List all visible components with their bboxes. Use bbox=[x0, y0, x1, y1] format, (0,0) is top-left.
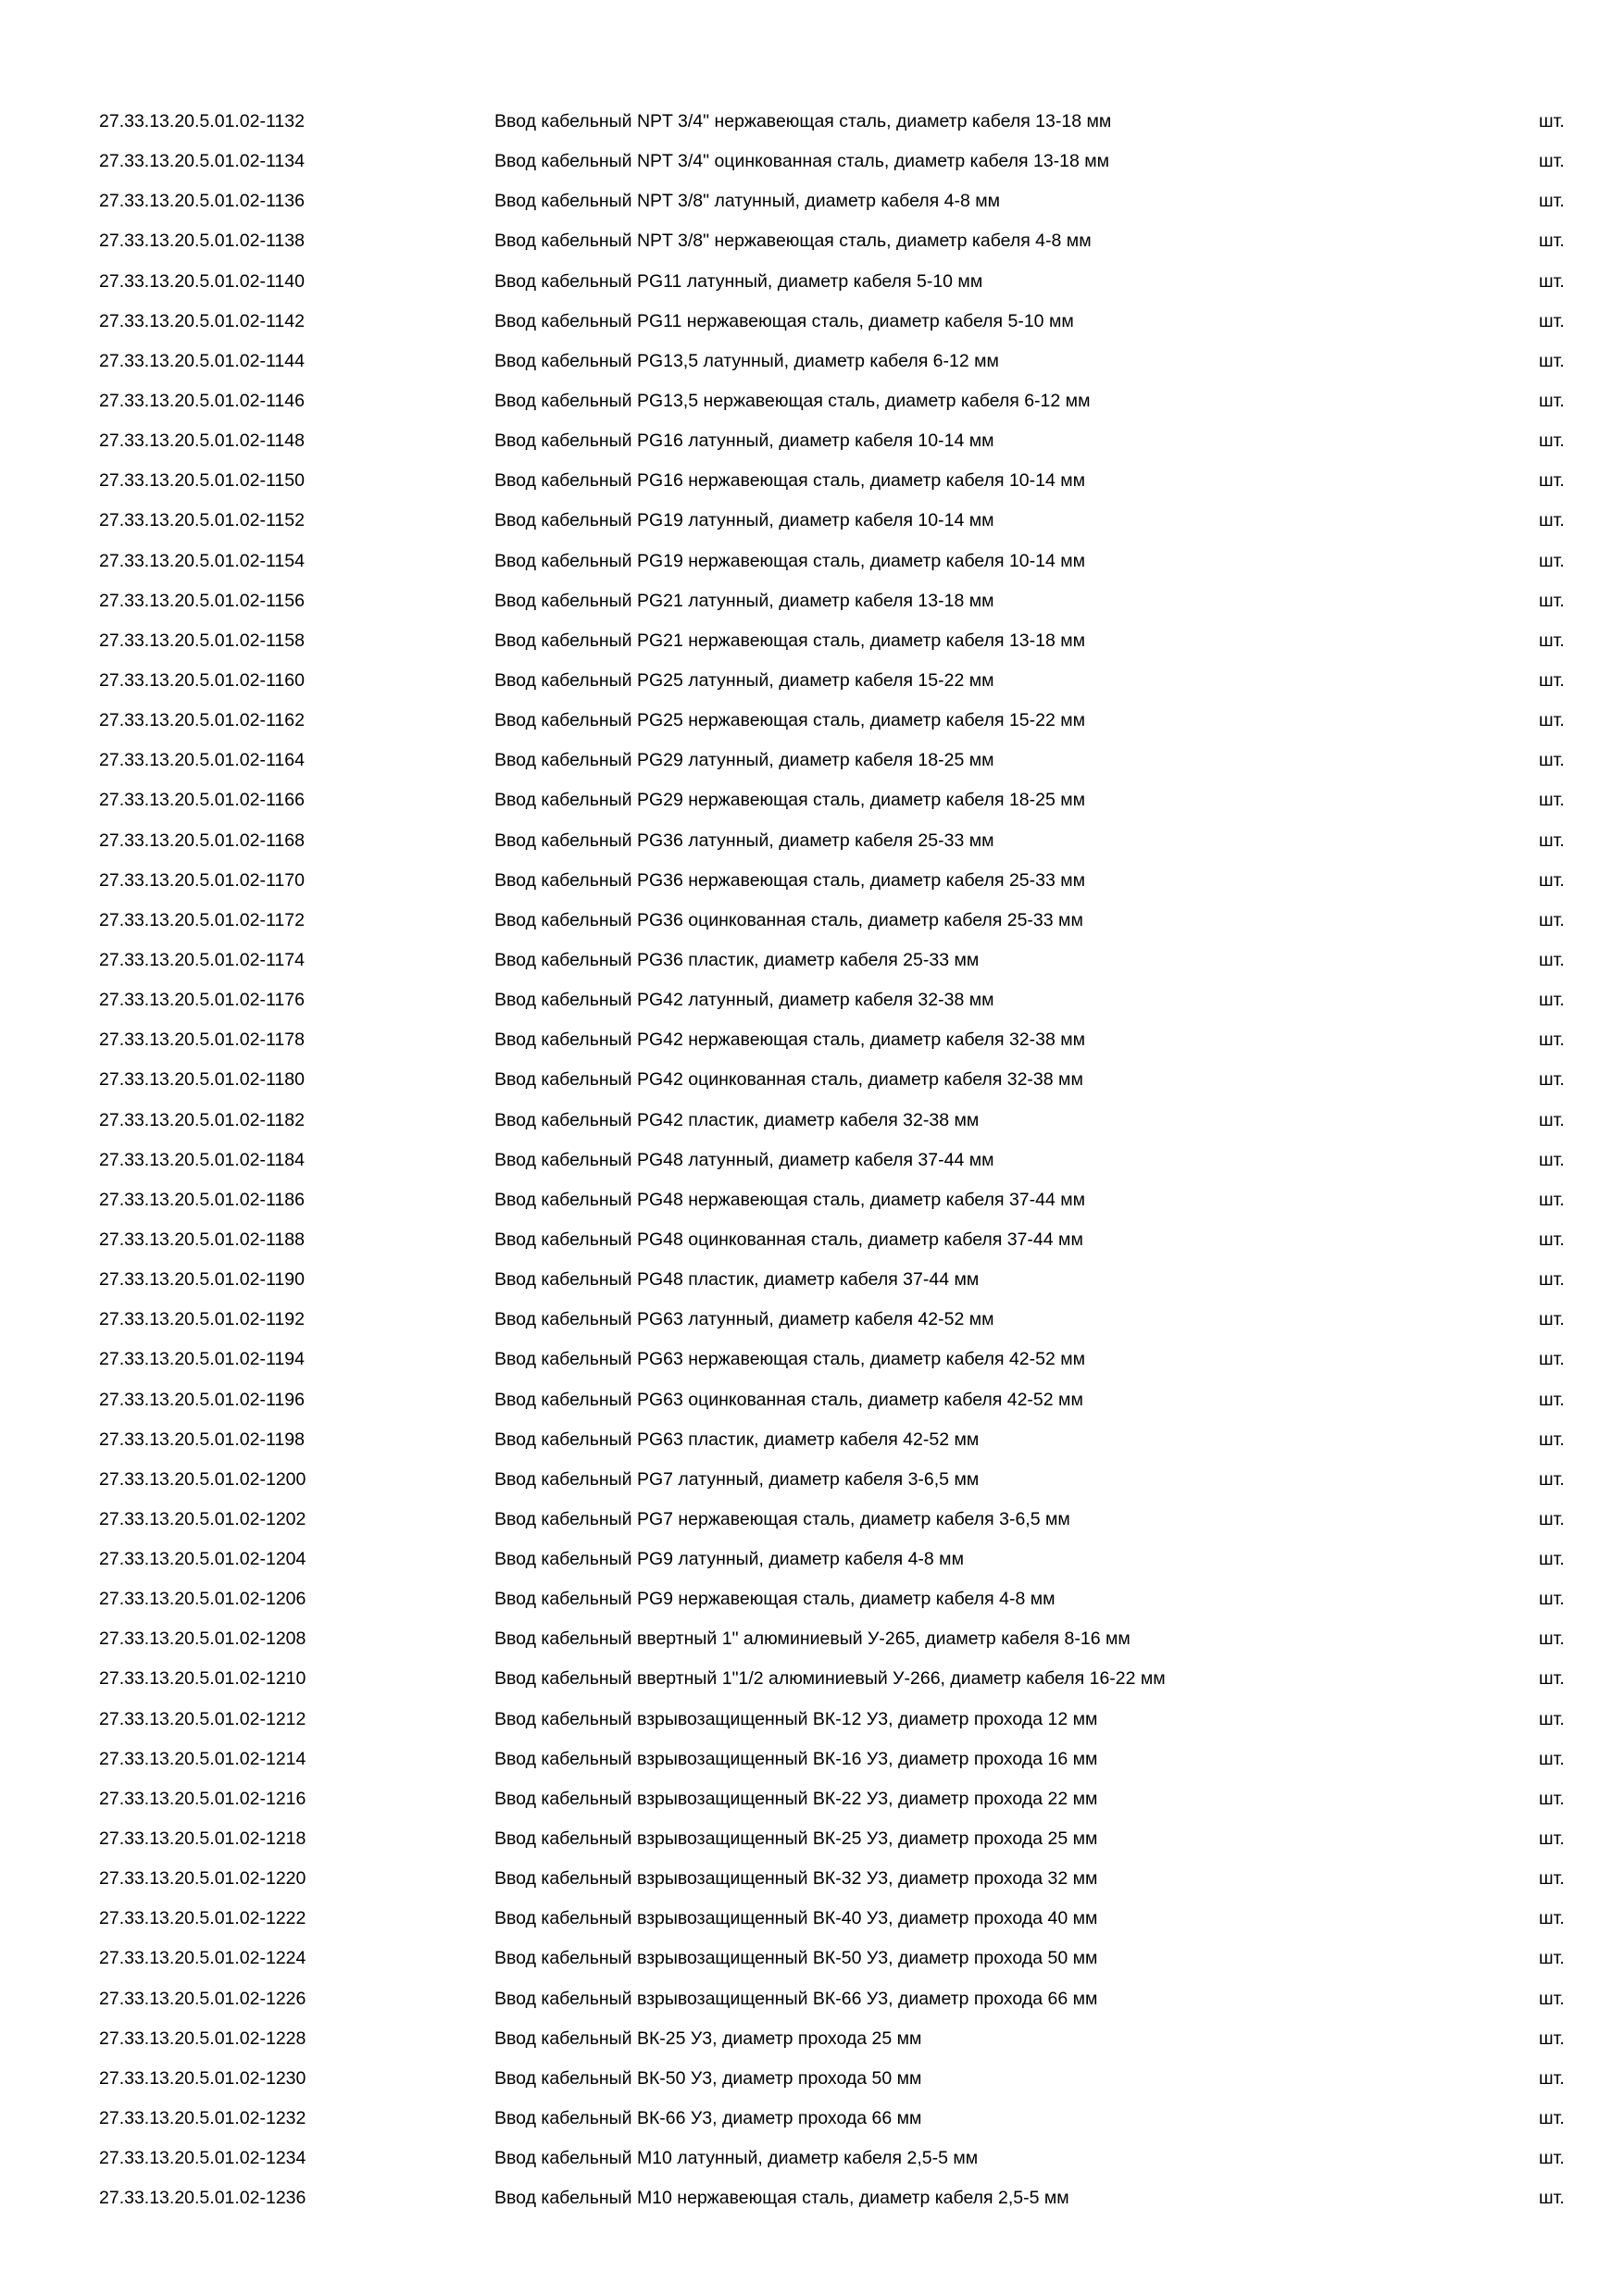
table-row bbox=[0, 230, 1624, 269]
resource-name: Ввод кабельный PG16 латунный, диаметр кабеля 10-14 мм bbox=[494, 430, 994, 452]
table-row bbox=[0, 869, 1624, 909]
resource-code: 27.33.13.20.5.01.02-1226 bbox=[99, 1988, 306, 2009]
table-row bbox=[0, 1548, 1624, 1588]
resource-code: 27.33.13.20.5.01.02-1156 bbox=[99, 590, 305, 611]
unit-of-measure: шт. bbox=[1539, 1948, 1565, 1969]
resource-name: Ввод кабельный PG19 латунный, диаметр кабеля 10-14 мм bbox=[494, 510, 994, 531]
resource-code: 27.33.13.20.5.01.02-1152 bbox=[99, 510, 305, 531]
resource-code: 27.33.13.20.5.01.02-1162 bbox=[99, 710, 305, 731]
resource-code: 27.33.13.20.5.01.02-1214 bbox=[99, 1748, 306, 1769]
table-row bbox=[0, 789, 1624, 829]
unit-of-measure: шт. bbox=[1539, 909, 1565, 930]
unit-of-measure: шт. bbox=[1539, 710, 1565, 731]
table-row bbox=[0, 1429, 1624, 1468]
table-row bbox=[0, 2107, 1624, 2147]
price-list-table bbox=[0, 110, 1624, 2227]
resource-name: Ввод кабельный PG21 латунный, диаметр кабеля 13-18 мм bbox=[494, 590, 994, 611]
table-row bbox=[0, 1389, 1624, 1429]
table-row bbox=[0, 110, 1624, 150]
resource-code: 27.33.13.20.5.01.02-1204 bbox=[99, 1549, 306, 1570]
unit-of-measure: шт. bbox=[1539, 310, 1565, 331]
resource-code: 27.33.13.20.5.01.02-1192 bbox=[99, 1309, 305, 1330]
unit-of-measure: шт. bbox=[1539, 1149, 1565, 1170]
unit-of-measure: шт. bbox=[1539, 510, 1565, 531]
resource-name: Ввод кабельный PG42 оцинкованная сталь, диаметр кабеля 32-38 мм bbox=[494, 1069, 1083, 1091]
table-row bbox=[0, 1907, 1624, 1947]
unit-of-measure: шт. bbox=[1539, 1828, 1565, 1850]
resource-name: Ввод кабельный PG13,5 нержавеющая сталь, диаметр кабеля 6-12 мм bbox=[494, 390, 1091, 411]
resource-code: 27.33.13.20.5.01.02-1168 bbox=[99, 830, 305, 851]
unit-of-measure: шт. bbox=[1539, 1788, 1565, 1809]
table-row bbox=[0, 550, 1624, 590]
resource-code: 27.33.13.20.5.01.02-1170 bbox=[99, 869, 305, 891]
table-row bbox=[0, 590, 1624, 630]
table-row bbox=[0, 1149, 1624, 1189]
resource-name: Ввод кабельный взрывозащищенный ВК-66 У3, диаметр прохода 66 мм bbox=[494, 1988, 1098, 2009]
resource-code: 27.33.13.20.5.01.02-1182 bbox=[99, 1109, 305, 1130]
unit-of-measure: шт. bbox=[1539, 590, 1565, 611]
resource-name: Ввод кабельный PG48 нержавеющая сталь, диаметр кабеля 37-44 мм bbox=[494, 1189, 1086, 1210]
resource-code: 27.33.13.20.5.01.02-1136 bbox=[99, 191, 305, 212]
resource-code: 27.33.13.20.5.01.02-1150 bbox=[99, 470, 305, 492]
table-row bbox=[0, 1189, 1624, 1229]
resource-code: 27.33.13.20.5.01.02-1172 bbox=[99, 909, 305, 930]
table-row bbox=[0, 949, 1624, 989]
unit-of-measure: шт. bbox=[1539, 1748, 1565, 1769]
resource-name: Ввод кабельный PG63 пластик, диаметр кабеля 42-52 мм bbox=[494, 1429, 980, 1450]
resource-name: Ввод кабельный NPT 3/8" нержавеющая сталь, диаметр кабеля 4-8 мм bbox=[494, 231, 1092, 252]
unit-of-measure: шт. bbox=[1539, 1868, 1565, 1890]
resource-name: Ввод кабельный PG42 нержавеющая сталь, диаметр кабеля 32-38 мм bbox=[494, 1029, 1086, 1051]
unit-of-measure: шт. bbox=[1539, 191, 1565, 212]
table-row bbox=[0, 669, 1624, 709]
table-row bbox=[0, 830, 1624, 869]
resource-name: Ввод кабельный взрывозащищенный ВК-40 У3, диаметр прохода 40 мм bbox=[494, 1908, 1098, 1929]
table-row bbox=[0, 2187, 1624, 2227]
unit-of-measure: шт. bbox=[1539, 630, 1565, 651]
resource-name: Ввод кабельный М10 нержавеющая сталь, диаметр кабеля 2,5-5 мм bbox=[494, 2188, 1069, 2209]
resource-name: Ввод кабельный PG9 латунный, диаметр кабеля 4-8 мм bbox=[494, 1549, 964, 1570]
unit-of-measure: шт. bbox=[1539, 390, 1565, 411]
unit-of-measure: шт. bbox=[1539, 1109, 1565, 1130]
resource-name: Ввод кабельный PG48 латунный, диаметр кабеля 37-44 мм bbox=[494, 1149, 994, 1170]
table-row bbox=[0, 1508, 1624, 1548]
resource-code: 27.33.13.20.5.01.02-1144 bbox=[99, 350, 305, 371]
resource-code: 27.33.13.20.5.01.02-1176 bbox=[99, 990, 305, 1011]
table-row bbox=[0, 509, 1624, 549]
resource-code: 27.33.13.20.5.01.02-1190 bbox=[99, 1269, 305, 1291]
table-row bbox=[0, 190, 1624, 230]
resource-name: Ввод кабельный PG11 нержавеющая сталь, диаметр кабеля 5-10 мм bbox=[494, 310, 1074, 331]
resource-code: 27.33.13.20.5.01.02-1134 bbox=[99, 151, 305, 172]
resource-name: Ввод кабельный ВК-25 У3, диаметр прохода 25 мм bbox=[494, 2028, 922, 2049]
resource-code: 27.33.13.20.5.01.02-1146 bbox=[99, 390, 305, 411]
resource-code: 27.33.13.20.5.01.02-1210 bbox=[99, 1668, 306, 1690]
resource-name: Ввод кабельный PG36 оцинкованная сталь, диаметр кабеля 25-33 мм bbox=[494, 909, 1083, 930]
unit-of-measure: шт. bbox=[1539, 990, 1565, 1011]
resource-code: 27.33.13.20.5.01.02-1166 bbox=[99, 790, 305, 811]
unit-of-measure: шт. bbox=[1539, 1988, 1565, 2009]
resource-code: 27.33.13.20.5.01.02-1178 bbox=[99, 1029, 305, 1051]
unit-of-measure: шт. bbox=[1539, 1589, 1565, 1610]
resource-code: 27.33.13.20.5.01.02-1208 bbox=[99, 1628, 306, 1650]
resource-name: Ввод кабельный PG25 латунный, диаметр кабеля 15-22 мм bbox=[494, 669, 994, 691]
unit-of-measure: шт. bbox=[1539, 790, 1565, 811]
table-row bbox=[0, 1628, 1624, 1667]
unit-of-measure: шт. bbox=[1539, 1309, 1565, 1330]
resource-code: 27.33.13.20.5.01.02-1188 bbox=[99, 1229, 305, 1250]
resource-name: Ввод кабельный PG29 латунный, диаметр кабеля 18-25 мм bbox=[494, 750, 994, 771]
unit-of-measure: шт. bbox=[1539, 1429, 1565, 1450]
unit-of-measure: шт. bbox=[1539, 1029, 1565, 1051]
table-row bbox=[0, 469, 1624, 509]
table-row bbox=[0, 1308, 1624, 1348]
table-row bbox=[0, 709, 1624, 749]
resource-name: Ввод кабельный взрывозащищенный ВК-16 У3, диаметр прохода 16 мм bbox=[494, 1748, 1098, 1769]
unit-of-measure: шт. bbox=[1539, 669, 1565, 691]
table-row bbox=[0, 2067, 1624, 2107]
table-row bbox=[0, 2147, 1624, 2187]
resource-code: 27.33.13.20.5.01.02-1206 bbox=[99, 1589, 306, 1610]
resource-code: 27.33.13.20.5.01.02-1202 bbox=[99, 1508, 306, 1529]
resource-code: 27.33.13.20.5.01.02-1200 bbox=[99, 1468, 306, 1490]
unit-of-measure: шт. bbox=[1539, 270, 1565, 292]
resource-code: 27.33.13.20.5.01.02-1184 bbox=[99, 1149, 305, 1170]
unit-of-measure: шт. bbox=[1539, 1189, 1565, 1210]
resource-code: 27.33.13.20.5.01.02-1140 bbox=[99, 270, 305, 292]
table-row bbox=[0, 1348, 1624, 1388]
unit-of-measure: шт. bbox=[1539, 350, 1565, 371]
table-row bbox=[0, 989, 1624, 1029]
resource-name: Ввод кабельный PG11 латунный, диаметр кабеля 5-10 мм bbox=[494, 270, 983, 292]
table-row bbox=[0, 630, 1624, 669]
resource-name: Ввод кабельный PG36 нержавеющая сталь, диаметр кабеля 25-33 мм bbox=[494, 869, 1086, 891]
resource-name: Ввод кабельный PG16 нержавеющая сталь, диаметр кабеля 10-14 мм bbox=[494, 470, 1086, 492]
unit-of-measure: шт. bbox=[1539, 2188, 1565, 2209]
table-row bbox=[0, 1029, 1624, 1068]
resource-code: 27.33.13.20.5.01.02-1228 bbox=[99, 2028, 306, 2049]
table-row bbox=[0, 1109, 1624, 1149]
resource-name: Ввод кабельный PG25 нержавеющая сталь, диаметр кабеля 15-22 мм bbox=[494, 710, 1086, 731]
resource-code: 27.33.13.20.5.01.02-1174 bbox=[99, 949, 305, 970]
table-row bbox=[0, 1468, 1624, 1508]
resource-code: 27.33.13.20.5.01.02-1196 bbox=[99, 1389, 305, 1410]
unit-of-measure: шт. bbox=[1539, 470, 1565, 492]
table-row bbox=[0, 430, 1624, 469]
resource-code: 27.33.13.20.5.01.02-1180 bbox=[99, 1069, 305, 1091]
resource-code: 27.33.13.20.5.01.02-1222 bbox=[99, 1908, 306, 1929]
resource-name: Ввод кабельный PG13,5 латунный, диаметр кабеля 6-12 мм bbox=[494, 350, 999, 371]
resource-name: Ввод кабельный взрывозащищенный ВК-25 У3, диаметр прохода 25 мм bbox=[494, 1828, 1098, 1850]
resource-code: 27.33.13.20.5.01.02-1142 bbox=[99, 310, 305, 331]
resource-name: Ввод кабельный PG48 оцинкованная сталь, диаметр кабеля 37-44 мм bbox=[494, 1229, 1083, 1250]
table-row bbox=[0, 1068, 1624, 1108]
resource-name: Ввод кабельный PG36 латунный, диаметр кабеля 25-33 мм bbox=[494, 830, 994, 851]
table-row bbox=[0, 270, 1624, 310]
unit-of-measure: шт. bbox=[1539, 550, 1565, 571]
table-row bbox=[0, 390, 1624, 430]
resource-name: Ввод кабельный PG63 оцинкованная сталь, диаметр кабеля 42-52 мм bbox=[494, 1389, 1083, 1410]
table-row bbox=[0, 1828, 1624, 1867]
resource-name: Ввод кабельный PG63 нержавеющая сталь, диаметр кабеля 42-52 мм bbox=[494, 1349, 1086, 1370]
resource-code: 27.33.13.20.5.01.02-1220 bbox=[99, 1868, 306, 1890]
resource-code: 27.33.13.20.5.01.02-1132 bbox=[99, 111, 305, 131]
resource-code: 27.33.13.20.5.01.02-1154 bbox=[99, 550, 305, 571]
unit-of-measure: шт. bbox=[1539, 1668, 1565, 1690]
resource-code: 27.33.13.20.5.01.02-1212 bbox=[99, 1708, 306, 1729]
unit-of-measure: шт. bbox=[1539, 949, 1565, 970]
unit-of-measure: шт. bbox=[1539, 1229, 1565, 1250]
resource-name: Ввод кабельный NPT 3/4" оцинкованная сталь, диаметр кабеля 13-18 мм bbox=[494, 151, 1110, 172]
unit-of-measure: шт. bbox=[1539, 1069, 1565, 1091]
table-row bbox=[0, 1667, 1624, 1707]
resource-name: Ввод кабельный PG29 нержавеющая сталь, диаметр кабеля 18-25 мм bbox=[494, 790, 1086, 811]
resource-code: 27.33.13.20.5.01.02-1148 bbox=[99, 430, 305, 452]
unit-of-measure: шт. bbox=[1539, 2028, 1565, 2049]
unit-of-measure: шт. bbox=[1539, 1468, 1565, 1490]
unit-of-measure: шт. bbox=[1539, 1628, 1565, 1650]
resource-name: Ввод кабельный ВК-66 У3, диаметр прохода 66 мм bbox=[494, 2108, 922, 2129]
resource-name: Ввод кабельный М10 латунный, диаметр кабеля 2,5-5 мм bbox=[494, 2148, 979, 2169]
table-row bbox=[0, 1988, 1624, 2028]
unit-of-measure: шт. bbox=[1539, 830, 1565, 851]
unit-of-measure: шт. bbox=[1539, 231, 1565, 252]
table-row bbox=[0, 1947, 1624, 1987]
resource-code: 27.33.13.20.5.01.02-1218 bbox=[99, 1828, 306, 1850]
unit-of-measure: шт. bbox=[1539, 1508, 1565, 1529]
table-row bbox=[0, 1268, 1624, 1308]
table-row bbox=[0, 1229, 1624, 1268]
resource-name: Ввод кабельный взрывозащищенный ВК-22 У3, диаметр прохода 22 мм bbox=[494, 1788, 1098, 1809]
unit-of-measure: шт. bbox=[1539, 1389, 1565, 1410]
resource-code: 27.33.13.20.5.01.02-1234 bbox=[99, 2148, 306, 2169]
unit-of-measure: шт. bbox=[1539, 1549, 1565, 1570]
resource-name: Ввод кабельный ввертный 1" алюминиевый У-265, диаметр кабеля 8-16 мм bbox=[494, 1628, 1131, 1650]
table-row bbox=[0, 1588, 1624, 1628]
table-row bbox=[0, 2028, 1624, 2067]
table-row bbox=[0, 1708, 1624, 1748]
resource-name: Ввод кабельный взрывозащищенный ВК-12 У3, диаметр прохода 12 мм bbox=[494, 1708, 1098, 1729]
unit-of-measure: шт. bbox=[1539, 750, 1565, 771]
resource-code: 27.33.13.20.5.01.02-1160 bbox=[99, 669, 305, 691]
resource-name: Ввод кабельный NPT 3/8" латунный, диаметр кабеля 4-8 мм bbox=[494, 191, 1001, 212]
resource-name: Ввод кабельный PG48 пластик, диаметр кабеля 37-44 мм bbox=[494, 1269, 980, 1291]
resource-name: Ввод кабельный ввертный 1"1/2 алюминиевый У-266, диаметр кабеля 16-22 мм bbox=[494, 1668, 1166, 1690]
table-row bbox=[0, 1867, 1624, 1907]
table-row bbox=[0, 1748, 1624, 1788]
resource-code: 27.33.13.20.5.01.02-1216 bbox=[99, 1788, 306, 1809]
resource-code: 27.33.13.20.5.01.02-1164 bbox=[99, 750, 305, 771]
unit-of-measure: шт. bbox=[1539, 1708, 1565, 1729]
resource-code: 27.33.13.20.5.01.02-1198 bbox=[99, 1429, 305, 1450]
unit-of-measure: шт. bbox=[1539, 430, 1565, 452]
resource-name: Ввод кабельный NPT 3/4" нержавеющая сталь, диаметр кабеля 13-18 мм bbox=[494, 111, 1112, 131]
table-row bbox=[0, 909, 1624, 949]
table-row bbox=[0, 749, 1624, 789]
resource-name: Ввод кабельный PG7 латунный, диаметр кабеля 3-6,5 мм bbox=[494, 1468, 980, 1490]
resource-name: Ввод кабельный PG9 нержавеющая сталь, диаметр кабеля 4-8 мм bbox=[494, 1589, 1056, 1610]
unit-of-measure: шт. bbox=[1539, 869, 1565, 891]
unit-of-measure: шт. bbox=[1539, 111, 1565, 131]
table-row bbox=[0, 150, 1624, 190]
resource-name: Ввод кабельный PG19 нержавеющая сталь, диаметр кабеля 10-14 мм bbox=[494, 550, 1086, 571]
resource-code: 27.33.13.20.5.01.02-1194 bbox=[99, 1349, 305, 1370]
resource-name: Ввод кабельный PG42 латунный, диаметр кабеля 32-38 мм bbox=[494, 990, 994, 1011]
unit-of-measure: шт. bbox=[1539, 2067, 1565, 2089]
resource-code: 27.33.13.20.5.01.02-1236 bbox=[99, 2188, 306, 2209]
unit-of-measure: шт. bbox=[1539, 2148, 1565, 2169]
resource-code: 27.33.13.20.5.01.02-1138 bbox=[99, 231, 305, 252]
unit-of-measure: шт. bbox=[1539, 1349, 1565, 1370]
unit-of-measure: шт. bbox=[1539, 1908, 1565, 1929]
unit-of-measure: шт. bbox=[1539, 1269, 1565, 1291]
resource-code: 27.33.13.20.5.01.02-1230 bbox=[99, 2067, 306, 2089]
resource-name: Ввод кабельный взрывозащищенный ВК-50 У3, диаметр прохода 50 мм bbox=[494, 1948, 1098, 1969]
resource-name: Ввод кабельный PG42 пластик, диаметр кабеля 32-38 мм bbox=[494, 1109, 980, 1130]
unit-of-measure: шт. bbox=[1539, 2108, 1565, 2129]
resource-name: Ввод кабельный PG63 латунный, диаметр кабеля 42-52 мм bbox=[494, 1309, 994, 1330]
resource-name: Ввод кабельный ВК-50 У3, диаметр прохода 50 мм bbox=[494, 2067, 922, 2089]
resource-name: Ввод кабельный PG7 нержавеющая сталь, диаметр кабеля 3-6,5 мм bbox=[494, 1508, 1070, 1529]
table-row bbox=[0, 350, 1624, 390]
resource-code: 27.33.13.20.5.01.02-1224 bbox=[99, 1948, 306, 1969]
table-row bbox=[0, 310, 1624, 350]
resource-code: 27.33.13.20.5.01.02-1186 bbox=[99, 1189, 305, 1210]
resource-code: 27.33.13.20.5.01.02-1158 bbox=[99, 630, 305, 651]
table-row bbox=[0, 1788, 1624, 1828]
resource-name: Ввод кабельный PG21 нержавеющая сталь, диаметр кабеля 13-18 мм bbox=[494, 630, 1086, 651]
unit-of-measure: шт. bbox=[1539, 151, 1565, 172]
resource-code: 27.33.13.20.5.01.02-1232 bbox=[99, 2108, 306, 2129]
resource-name: Ввод кабельный PG36 пластик, диаметр кабеля 25-33 мм bbox=[494, 949, 980, 970]
resource-name: Ввод кабельный взрывозащищенный ВК-32 У3, диаметр прохода 32 мм bbox=[494, 1868, 1098, 1890]
